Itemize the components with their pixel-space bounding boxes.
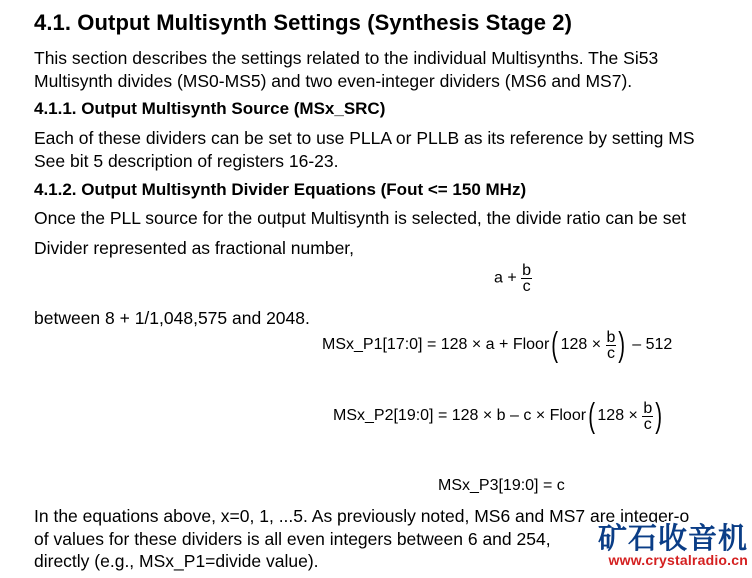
eq1-denominator: c: [606, 344, 615, 362]
eq2-denominator: c: [643, 415, 652, 433]
eq2-lhs: MSx_P2[19:0]: [333, 407, 434, 425]
eq1-inner: 128 ×: [560, 336, 602, 354]
eq3-rhs: c: [556, 477, 565, 494]
equations-line-1: Once the PLL source for the output Multisynth is selected, the divide ratio can be set: [34, 208, 687, 228]
eq1-close-paren: ): [618, 326, 626, 364]
eq3-equals: =: [542, 477, 553, 494]
eq2-term: 128 × b – c × Floor: [451, 407, 587, 425]
fraction-b-over-c: [521, 263, 532, 294]
closing-line-2: of values for these dividers is all even integers between 6 and 254,: [34, 529, 551, 549]
equation-p1: [322, 328, 672, 362]
equation-p2: [333, 399, 665, 433]
closing-line-1: In the equations above, x=0, 1, ...5. As previously noted, MS6 and MS7 are integer-o: [34, 506, 690, 526]
intro-line-1: This section describes the settings related to the individual Multisynths. The Si53: [34, 48, 659, 68]
fraction-plus: +: [507, 269, 517, 287]
equation-p3: [438, 477, 565, 495]
eq1-equals: =: [426, 336, 437, 354]
intro-line-2: Multisynth divides (MS0-MS5) and two even-integer dividers (MS6 and MS7).: [34, 71, 633, 91]
eq2-numerator: b: [643, 399, 653, 417]
source-line-1: Each of these dividers can be set to use PLLA or PLLB as its reference by setting MS: [34, 128, 695, 148]
eq1-lhs: MSx_P1[17:0]: [322, 336, 423, 354]
fraction-expression: [494, 263, 532, 294]
eq2-open-paren: (: [588, 397, 596, 435]
subsection-title-source: 4.1.1. Output Multisynth Source (MSx_SRC): [34, 99, 386, 118]
fraction-a: a: [494, 269, 503, 287]
eq1-term: 128 × a + Floor: [440, 336, 550, 354]
eq2-close-paren: ): [655, 397, 663, 435]
eq2-inner: 128 ×: [597, 407, 638, 425]
eq1-tail: – 512: [632, 336, 673, 354]
eq2-fraction: [642, 401, 653, 432]
eq3-lhs: MSx_P3[19:0]: [438, 477, 539, 494]
fraction-denominator: c: [522, 278, 531, 295]
eq2-equals: =: [437, 407, 448, 425]
watermark-title: 矿石收音机: [597, 523, 748, 555]
range-text: between 8 + 1/1,048,575 and 2048.: [34, 308, 310, 328]
subsection-title-equations: 4.1.2. Output Multisynth Divider Equations (Fout <= 150 MHz): [34, 180, 527, 199]
eq1-numerator: b: [606, 328, 616, 346]
section-title: 4.1. Output Multisynth Settings (Synthesis Stage 2): [34, 10, 573, 35]
source-line-2: See bit 5 description of registers 16-23.: [34, 151, 339, 171]
eq1-fraction: [606, 330, 617, 361]
fraction-numerator: b: [522, 262, 532, 279]
closing-line-3: directly (e.g., MSx_P1=divide value).: [34, 551, 319, 571]
eq1-open-paren: (: [551, 326, 559, 364]
watermark-url: www.crystalradio.cn: [608, 552, 748, 568]
equations-line-2: Divider represented as fractional number,: [34, 238, 355, 258]
watermark-logo: [576, 516, 752, 578]
